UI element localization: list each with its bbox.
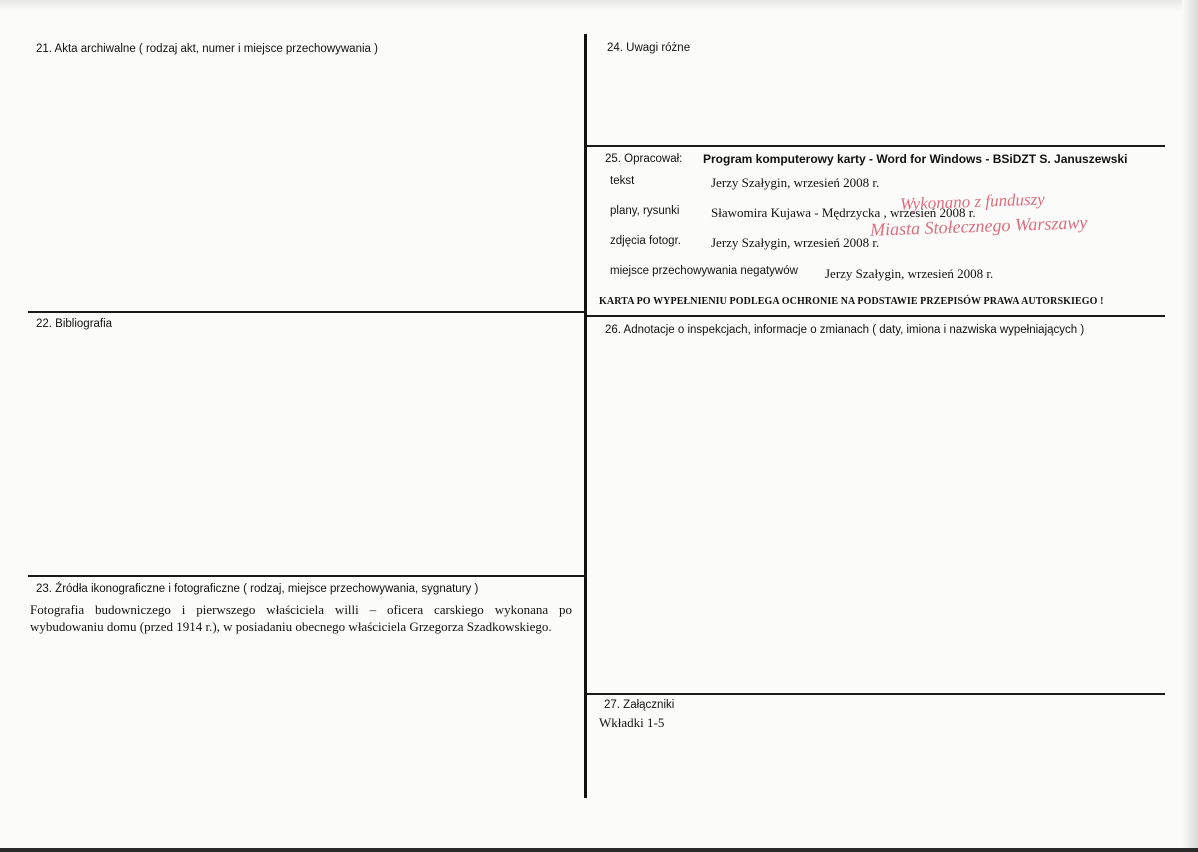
funding-stamp-line1: Wykonano z funduszy bbox=[899, 189, 1046, 214]
section-25-label: 25. Opracował: bbox=[605, 153, 683, 165]
section-23-label: 23. Źródła ikonograficzne i fotograficzne ( rodzaj, miejsce przechowywania, sygnatury ) bbox=[36, 583, 479, 595]
row-key-zdjecia: zdjęcia fotogr. bbox=[610, 235, 681, 247]
section-25-program: Program komputerowy karty - Word for Windows - BSiDZT S. Januszewski bbox=[703, 152, 1128, 166]
copyright-notice: KARTA PO WYPEŁNIENIU PODLEGA OCHRONIE NA PODSTAWIE PRZEPISÓW PRAWA AUTORSKIEGO ! bbox=[599, 296, 1104, 307]
section-23-text: Fotografia budowniczego i pierwszego właściciela willi – oficera carskiego wykonana po wybudowaniu domu (przed 1914 r.), w posiadaniu obecnego właściciela Grzegorza Szadkowskiego. bbox=[30, 602, 572, 634]
row-value-plany: Sławomira Kujawa - Mędrzycka , wrzesień 2008 r. bbox=[711, 205, 976, 220]
row-key-tekst: tekst bbox=[610, 175, 635, 187]
row-value-zdjecia: Jerzy Szałygin, wrzesień 2008 r. bbox=[711, 235, 880, 250]
section-27-label: 27. Załączniki bbox=[604, 699, 675, 711]
section-24-label: 24. Uwagi różne bbox=[607, 42, 691, 54]
paper-bottom-edge bbox=[0, 848, 1198, 852]
divider-24-25 bbox=[587, 145, 1165, 147]
section-22-label: 22. Bibliografia bbox=[36, 318, 113, 330]
funding-stamp-line2: Miasta Stołecznego Warszawy bbox=[869, 212, 1088, 240]
divider-25-26 bbox=[587, 315, 1165, 317]
paper-right-edge bbox=[1182, 0, 1198, 852]
divider-26-27 bbox=[587, 693, 1165, 695]
divider-22-23 bbox=[28, 575, 586, 577]
divider-21-22 bbox=[28, 311, 586, 313]
row-value-tekst: Jerzy Szałygin, wrzesień 2008 r. bbox=[711, 175, 880, 190]
section-27-text: Wkładki 1-5 bbox=[599, 715, 665, 730]
row-key-negatywy: miejsce przechowywania negatywów bbox=[610, 265, 798, 277]
center-divider bbox=[584, 34, 587, 798]
section-21-label: 21. Akta archiwalne ( rodzaj akt, numer i miejsce przechowywania ) bbox=[36, 43, 378, 55]
row-value-negatywy: Jerzy Szałygin, wrzesień 2008 r. bbox=[825, 266, 994, 281]
paper-top-edge bbox=[0, 0, 1198, 12]
row-key-plany: plany, rysunki bbox=[610, 205, 680, 217]
section-26-label: 26. Adnotacje o inspekcjach, informacje o zmianach ( daty, imiona i nazwiska wypełniających ) bbox=[605, 324, 1085, 336]
